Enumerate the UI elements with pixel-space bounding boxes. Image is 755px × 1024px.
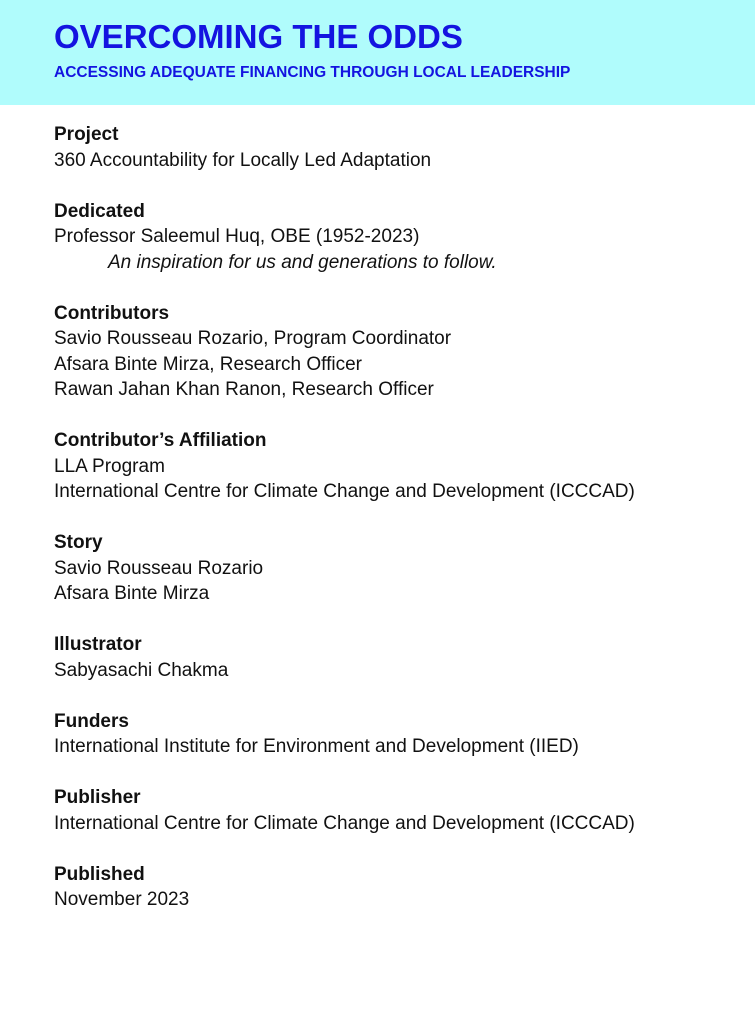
section-line: LLA Program [54,455,165,477]
section-line: International Centre for Climate Change and Development (ICCCAD) [54,812,635,834]
credit-section-funders [54,709,734,760]
section-line: November 2023 [54,889,190,910]
credit-section-publisher [54,785,734,836]
section-line: Afsara Binte Mirza, Research Officer [54,353,362,375]
credit-section-illustrator [54,632,734,683]
credit-section-dedicated [54,199,734,276]
credit-section-contributors [54,301,734,403]
section-line: Sabyasachi Chakma [54,659,229,681]
credit-section-story [54,530,734,607]
section-line: Rawan Jahan Khan Ranon, Research Officer [54,379,434,400]
section-heading: Publisher [54,787,141,808]
credits-content [54,122,734,938]
section-heading: Contributor’s Affiliation [54,430,267,451]
section-line: International Institute for Environment and Development (IIED) [54,736,579,757]
section-heading: Contributors [54,302,170,324]
credit-section-project [54,122,734,173]
section-heading: Funders [54,710,129,732]
section-line: 360 Accountability for Locally Led Adaptation [54,149,432,171]
credit-section-contributor-s-affiliation [54,428,734,505]
section-heading: Story [54,532,103,553]
section-line: International Centre for Climate Change and Development (ICCCAD) [54,481,635,502]
section-line: Afsara Binte Mirza [54,583,210,604]
section-line: Savio Rousseau Rozario, Program Coordinator [54,328,452,349]
document-subtitle: ACCESSING ADEQUATE FINANCING THROUGH LOCAL LEADERSHIP [54,64,571,81]
credit-section-published [54,862,734,913]
section-heading: Project [54,124,119,145]
section-heading: Dedicated [54,200,145,222]
dedication-note: An inspiration for us and generations to follow. [108,251,497,273]
section-line: Professor Saleemul Huq, OBE (1952-2023) [54,226,420,247]
title-banner [0,0,755,105]
document-title: OVERCOMING THE ODDS [54,18,463,55]
section-heading: Illustrator [54,634,142,655]
section-heading: Published [54,863,145,885]
section-line: Savio Rousseau Rozario [54,557,264,579]
